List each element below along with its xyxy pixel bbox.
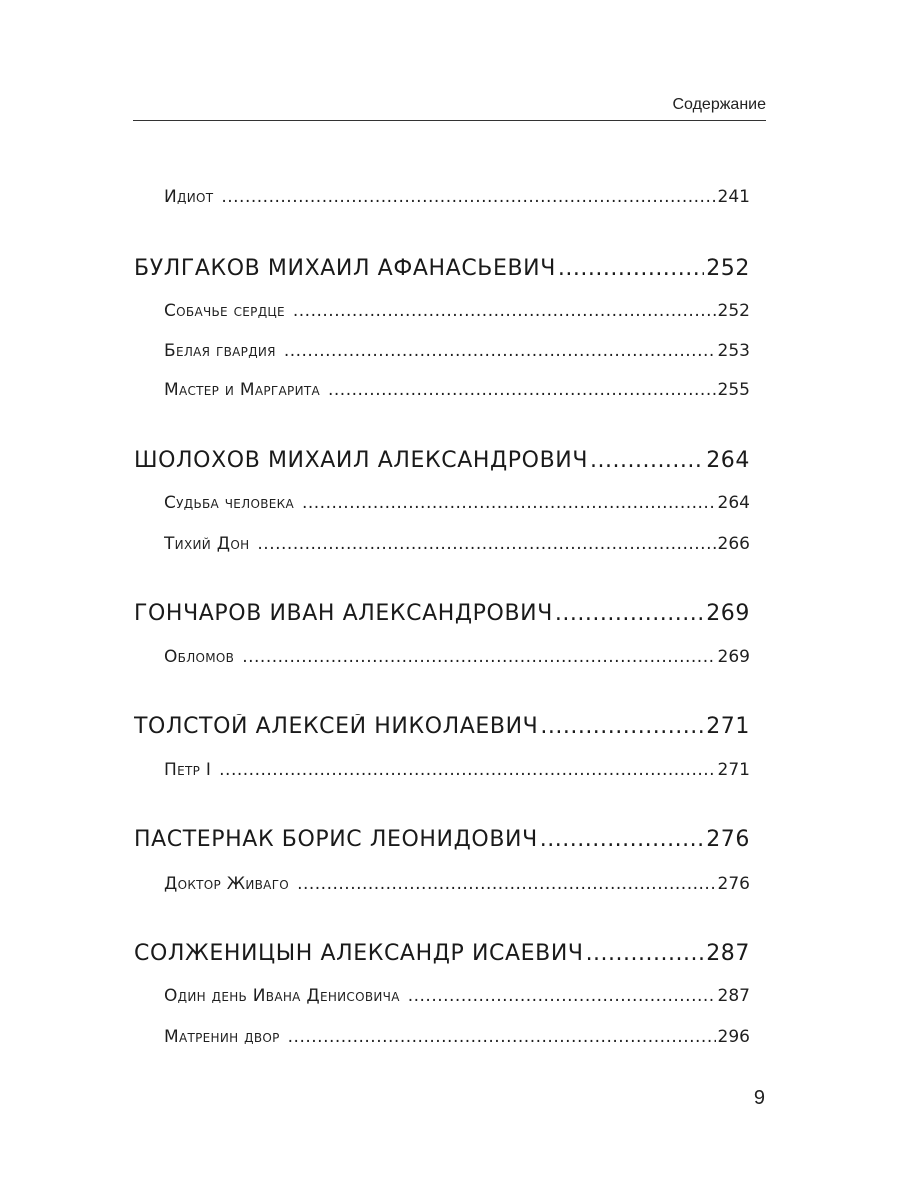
toc-entry-page: 271 bbox=[706, 714, 750, 739]
toc-entry-author[interactable] bbox=[134, 941, 750, 966]
toc-entry-work[interactable] bbox=[164, 534, 750, 554]
toc-entry-work[interactable] bbox=[164, 301, 750, 321]
toc-entry-page: 269 bbox=[717, 647, 750, 667]
toc-entry-title: ШОЛОХОВ МИХАИЛ АЛЕКСАНДРОВИЧ bbox=[134, 448, 588, 473]
toc-entry-work[interactable] bbox=[164, 187, 750, 207]
toc-entry-author[interactable] bbox=[134, 827, 750, 852]
toc-entry-work[interactable] bbox=[164, 1027, 750, 1047]
toc-entry-page: 287 bbox=[717, 986, 750, 1006]
toc-entry-title: СОЛЖЕНИЦЫН АЛЕКСАНДР ИСАЕВИЧ bbox=[134, 941, 584, 966]
toc-entry-title: Доктор Живаго bbox=[164, 874, 290, 894]
dot-leader bbox=[242, 647, 715, 667]
toc-entry-page: 276 bbox=[717, 874, 750, 894]
toc-entry-page: 287 bbox=[706, 941, 750, 966]
toc-entry-title: Собачье сердце bbox=[164, 301, 285, 321]
dot-leader bbox=[293, 301, 716, 321]
dot-leader bbox=[540, 714, 704, 739]
dot-leader bbox=[219, 760, 715, 780]
page-number: 9 bbox=[753, 1087, 765, 1109]
toc-entry-work[interactable] bbox=[164, 874, 750, 894]
toc-entry-title: БУЛГАКОВ МИХАИЛ АФАНАСЬЕВИЧ bbox=[134, 256, 556, 281]
toc-entry-title: Обломов bbox=[164, 647, 235, 667]
toc-entry-title: Судьба человека bbox=[164, 493, 294, 513]
toc-entry-page: 264 bbox=[717, 493, 750, 513]
dot-leader bbox=[590, 448, 704, 473]
toc-entry-page: 296 bbox=[717, 1027, 750, 1047]
toc-entry-page: 264 bbox=[706, 448, 750, 473]
toc-entry-work[interactable] bbox=[164, 760, 750, 780]
toc-entry-work[interactable] bbox=[164, 986, 750, 1006]
toc-entry-page: 253 bbox=[717, 341, 750, 361]
toc-entry-title: Белая гвардия bbox=[164, 341, 276, 361]
toc-entry-work[interactable] bbox=[164, 493, 750, 513]
toc-entry-page: 269 bbox=[706, 601, 750, 626]
dot-leader bbox=[302, 493, 716, 513]
toc-entry-work[interactable] bbox=[164, 380, 750, 400]
toc-entry-title: Один день Ивана Денисовича bbox=[164, 986, 400, 1006]
dot-leader bbox=[297, 874, 715, 894]
toc-entry-page: 276 bbox=[706, 827, 750, 852]
toc-entry-page: 271 bbox=[717, 760, 750, 780]
running-header-title: Содержание bbox=[672, 96, 766, 113]
toc-entry-title: ГОНЧАРОВ ИВАН АЛЕКСАНДРОВИЧ bbox=[134, 601, 553, 626]
toc-entry-author[interactable] bbox=[134, 448, 750, 473]
dot-leader bbox=[586, 941, 705, 966]
toc-entry-title: Тихий Дон bbox=[164, 534, 250, 554]
toc-entry-page: 252 bbox=[717, 301, 750, 321]
dot-leader bbox=[284, 341, 716, 361]
toc-entry-page: 252 bbox=[706, 256, 750, 281]
dot-leader bbox=[257, 534, 715, 554]
toc-entry-page: 266 bbox=[717, 534, 750, 554]
dot-leader bbox=[221, 187, 715, 207]
dot-leader bbox=[555, 601, 704, 626]
toc-entry-title: Матренин двор bbox=[164, 1027, 280, 1047]
dot-leader bbox=[288, 1027, 716, 1047]
dot-leader bbox=[408, 986, 716, 1006]
toc-entry-author[interactable] bbox=[134, 601, 750, 626]
toc-entry-title: ПАСТЕРНАК БОРИС ЛЕОНИДОВИЧ bbox=[134, 827, 538, 852]
toc-entry-work[interactable] bbox=[164, 341, 750, 361]
toc-entry-author[interactable] bbox=[134, 256, 750, 281]
dot-leader bbox=[558, 256, 704, 281]
toc-entry-title: Идиот bbox=[164, 187, 214, 207]
toc-entry-page: 241 bbox=[717, 187, 750, 207]
toc-entry-work[interactable] bbox=[164, 647, 750, 667]
toc-entry-title: Мастер и Маргарита bbox=[164, 380, 320, 400]
toc-entry-title: ТОЛСТОЙ АЛЕКСЕЙ НИКОЛАЕВИЧ bbox=[134, 714, 539, 739]
dot-leader bbox=[328, 380, 716, 400]
toc-entry-author[interactable] bbox=[134, 714, 750, 739]
dot-leader bbox=[540, 827, 704, 852]
toc-entry-title: Петр I bbox=[164, 760, 212, 780]
toc-entry-page: 255 bbox=[717, 380, 750, 400]
